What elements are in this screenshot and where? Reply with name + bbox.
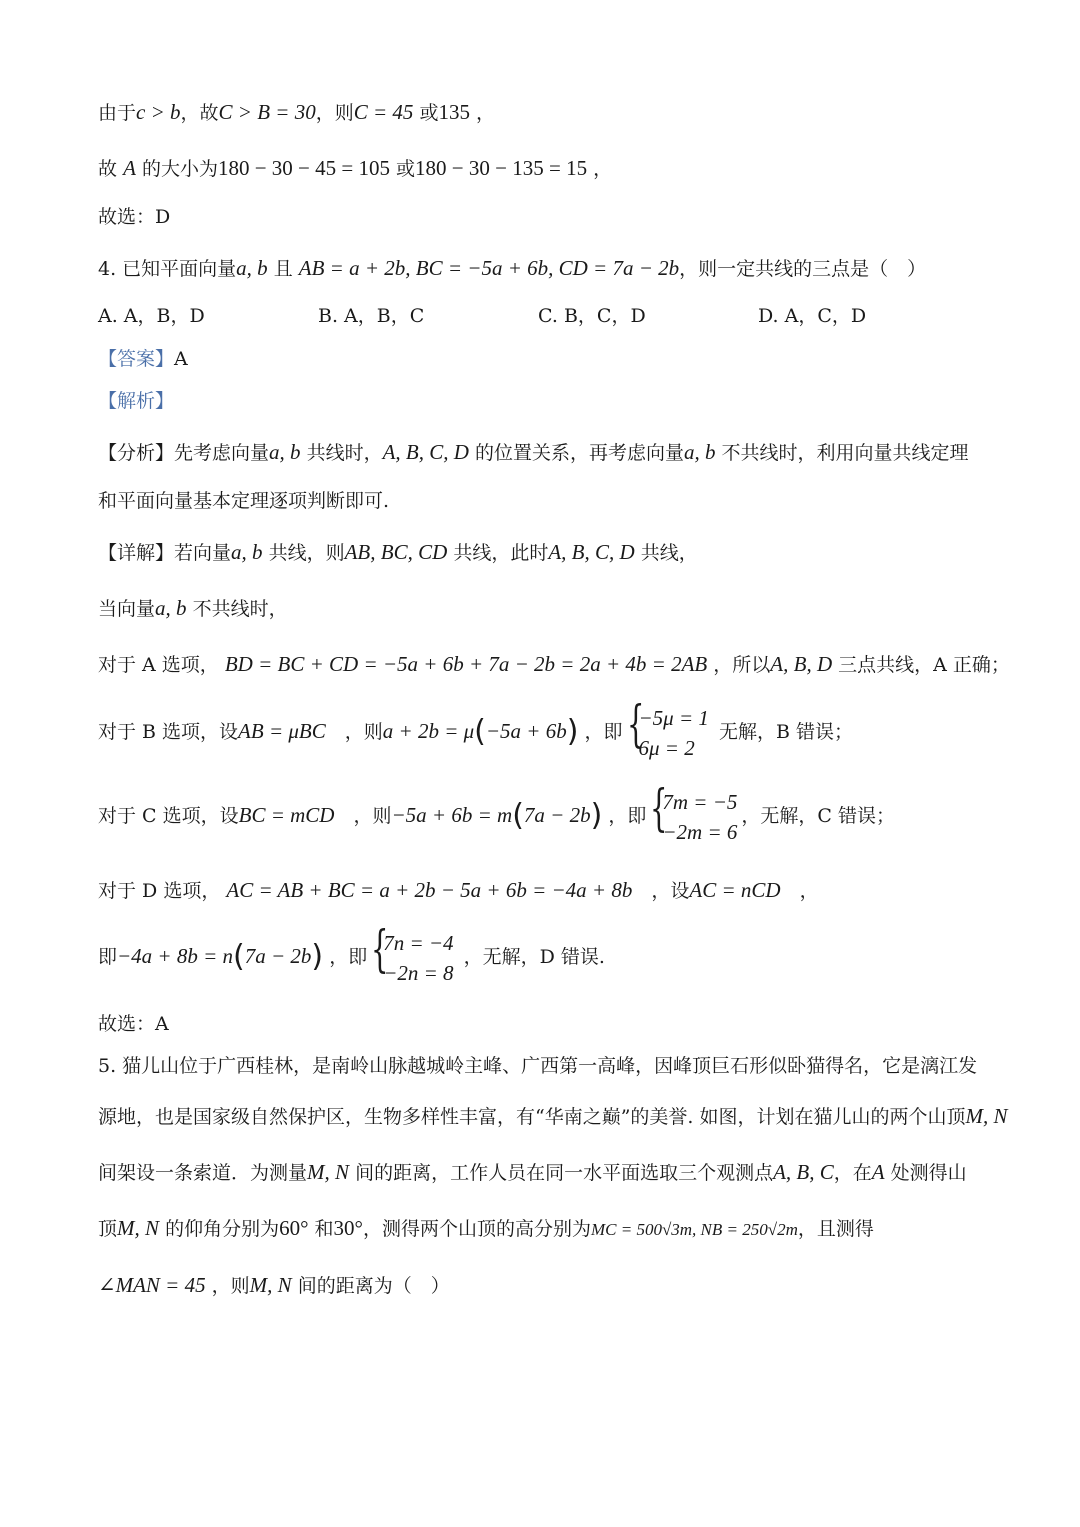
equation-system: { 7m = −5 −2m = 6 <box>650 779 738 844</box>
question-5-line-5: ∠MAN = 45 ，则M, N 间的距离为（ ） <box>98 1273 450 1297</box>
text-line: 故 A 的大小为180 − 30 − 45 = 105 或180 − 30 − 135 = 15 ， <box>98 156 613 180</box>
question-5-line-2: 源地，也是国家级自然保护区，生物多样性丰富，有“华南之巅”的美誉. 如图，计划在猫儿山的两个山顶M, N <box>98 1104 1008 1128</box>
jiexi-tag: 【解析】 <box>98 390 175 412</box>
option-b-analysis: 对于 B 选项，设AB = μBC ，则a + 2b = μ(−5a + 6b) ，即 { −5μ = 1 6μ = 2 无解，B 错误； <box>98 703 853 763</box>
question-4: 4. 已知平面向量a, b 且 AB = a + 2b, BC = −5a + 6b, CD = 7a − 2b，则一定共线的三点是（ ） <box>98 256 927 280</box>
option-c: C. B，C，D <box>538 305 646 327</box>
answer-choice-line: 故选：A <box>98 1013 169 1035</box>
analysis-line-2: 和平面向量基本定理逐项判断即可. <box>98 490 390 512</box>
option-b: B. A，B，C <box>318 305 425 327</box>
option-d: D. A，C，D <box>758 305 867 327</box>
answer-choice-line: 故选：D <box>98 206 171 228</box>
detail-line: 【详解】若向量a, b 共线，则AB, BC, CD 共线，此时A, B, C, D 共线， <box>98 540 698 564</box>
answer-line: 【答案】A <box>98 348 188 370</box>
question-5-line-3: 间架设一条索道．为测量M, N 间的距离，工作人员在同一水平面选取三个观测点A, B, C，在A 处测得山 <box>98 1160 967 1184</box>
question-5-line-4: 顶M, N 的仰角分别为60° 和30°，测得两个山顶的高分别为MC = 500√3m, NB = 250√2m，且测得 <box>98 1216 874 1240</box>
option-a: A. A，B，D <box>98 305 205 327</box>
equation-system: { −5μ = 1 6μ = 2 <box>626 695 709 760</box>
option-d-analysis-2: 即−4a + 8b = n(7a − 2b) ，即 { 7n = −4 −2n = 8 ，无解，D 错误. <box>98 928 605 988</box>
option-d-analysis: 对于 D 选项， AC = AB + BC = a + 2b − 5a + 6b = −4a + 8b ，设AC = nCD ， <box>98 878 819 902</box>
text-line: 由于c > b，故C > B = 30，则C = 45 或135 ， <box>98 100 496 124</box>
question-4-options <box>98 305 978 328</box>
detail-line: 当向量a, b 不共线时， <box>98 596 288 620</box>
option-a-analysis: 对于 A 选项， BD = BC + CD = −5a + 6b + 7a − 2b = 2a + 4b = 2AB ，所以A, B, D 三点共线，A 正确； <box>98 652 1010 676</box>
option-c-analysis: 对于 C 选项，设BC = mCD ，则−5a + 6b = m(7a − 2b) ，即 { 7m = −5 −2m = 6 ，无解，C 错误； <box>98 787 895 847</box>
equation-system: { 7n = −4 −2n = 8 <box>371 920 454 985</box>
analysis-line: 【分析】先考虑向量a, b 共线时，A, B, C, D 的位置关系，再考虑向量a, b 不共线时，利用向量共线定理 <box>98 440 969 464</box>
question-5-line-1: 5. 猫儿山位于广西桂林，是南岭山脉越城岭主峰、广西第一高峰，因峰顶巨石形似卧猫得名，它是漓江发 <box>98 1055 978 1077</box>
answer-tag: 【答案】 <box>98 348 175 370</box>
